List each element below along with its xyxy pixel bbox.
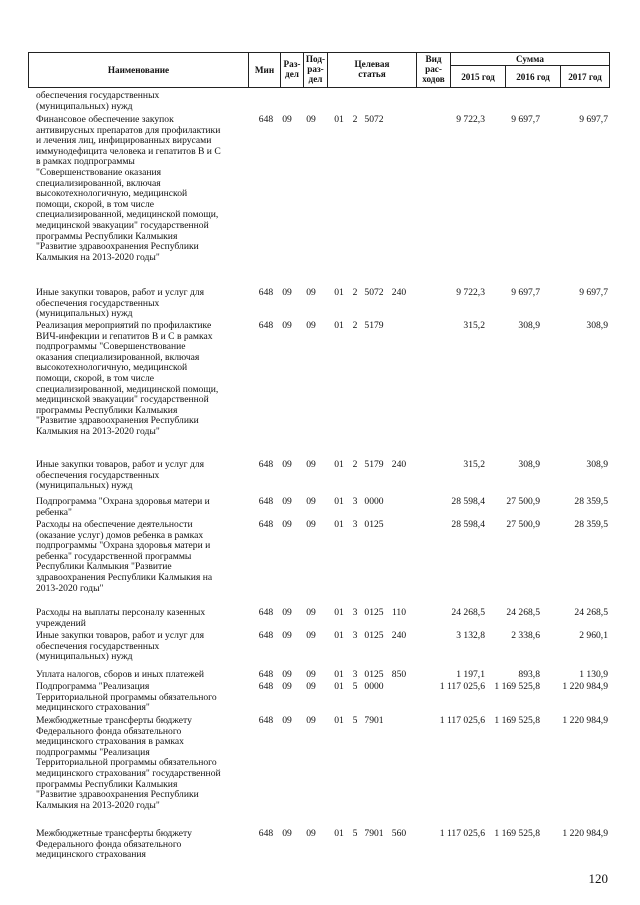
cell-y2015: 1 117 025,6	[439, 828, 485, 839]
cell-pr: 09	[306, 607, 316, 618]
cell-y2017: 308,9	[586, 320, 608, 331]
table-header	[28, 52, 610, 88]
cell-vr: 240	[391, 459, 407, 470]
row-name: Подпрограмма "Охрана здоровья матери и ребенка"	[36, 496, 210, 518]
cell-rz: 09	[282, 114, 292, 125]
cell-min: 648	[258, 496, 274, 507]
cell-cs2: 5	[352, 828, 358, 839]
cell-y2017: 28 359,5	[574, 519, 608, 530]
cell-rz: 09	[282, 459, 292, 470]
cell-pr: 09	[306, 459, 316, 470]
cell-y2017: 24 268,5	[574, 607, 608, 618]
row-name: Межбюджетные трансферты бюджету Федерального фонда обязательного медицинского страхования в рамках подпрограммы "Реализация Территориальной программы обязательного медицинского страхования" государственной программы Республики Калмыкия "Развитие здравоохранения Республики Калмыкия на 2013-2020 годы"	[36, 715, 221, 811]
cell-cs3: 5072	[364, 114, 384, 125]
cell-pr: 09	[306, 320, 316, 331]
cell-y2017: 1 220 984,9	[562, 715, 608, 726]
cell-min: 648	[258, 320, 274, 331]
cell-min: 648	[258, 669, 274, 680]
cell-y2016: 27 500,9	[506, 519, 540, 530]
cell-pr: 09	[306, 715, 316, 726]
cell-rz: 09	[282, 607, 292, 618]
header-podrazdel-line2: раз-	[307, 64, 324, 74]
cell-y2016: 308,9	[518, 320, 540, 331]
cell-y2015: 315,2	[463, 320, 485, 331]
cell-cs2: 2	[352, 114, 358, 125]
cell-pr: 09	[306, 669, 316, 680]
cell-y2016: 1 169 525,8	[494, 681, 540, 692]
row-name: Расходы на обеспечение деятельности (оказание услуг) домов ребенка в рамках подпрограммы "Охрана здоровья матери и ребенка" государственной программы Республики Калмыкия "Развитие здравоохранения Республики Калмыкия на 2013-2020 годы"	[36, 519, 213, 594]
cell-min: 648	[258, 681, 274, 692]
cell-pr: 09	[306, 496, 316, 507]
cell-cs2: 2	[352, 320, 358, 331]
cell-min: 648	[258, 607, 274, 618]
header-cel-line2: статья	[358, 69, 386, 79]
cell-pr: 09	[306, 630, 316, 641]
cell-y2016: 24 268,5	[506, 607, 540, 618]
header-razdel-line2: дел	[285, 69, 299, 79]
cell-y2017: 1 130,9	[579, 669, 608, 680]
cell-cs2: 2	[352, 459, 358, 470]
cell-cs1: 01	[334, 828, 344, 839]
cell-cs3: 0125	[364, 607, 384, 618]
row-name: Уплата налогов, сборов и иных платежей	[36, 669, 205, 680]
header-podrazdel-line3: дел	[308, 74, 323, 84]
cell-cs2: 3	[352, 607, 358, 618]
cell-rz: 09	[282, 496, 292, 507]
cell-y2017: 1 220 984,9	[562, 828, 608, 839]
header-2017-label: 2017 год	[568, 72, 602, 82]
cell-y2015: 3 132,8	[456, 630, 485, 641]
cell-cs1: 01	[334, 459, 344, 470]
cell-y2016: 9 697,7	[511, 287, 540, 298]
row-name: Расходы на выплаты персоналу казенных учреждений	[36, 607, 206, 629]
cell-y2015: 24 268,5	[451, 607, 485, 618]
cell-rz: 09	[282, 287, 292, 298]
cell-cs2: 5	[352, 715, 358, 726]
cell-min: 648	[258, 459, 274, 470]
cell-y2016: 1 169 525,8	[494, 715, 540, 726]
cell-cs1: 01	[334, 320, 344, 331]
row-name: Подпрограмма "Реализация Территориальной программы обязательного медицинского страхования"	[36, 681, 217, 714]
cell-y2015: 1 117 025,6	[439, 681, 485, 692]
cell-cs1: 01	[334, 287, 344, 298]
row-name: Финансовое обеспечение закупок антивирусных препаратов для профилактики и лечения лиц, инфицированных вирусами иммунодефицита человека и гепатитов В и С в рамках подпрограммы "Совершенствование оказания специализированной, включая высокотехнологичную, медицинской помощи, скорой, в том числе специализированной, медицинской помощи, медицинской эвакуации" государственной программы Республики Калмыкия "Развитие здравоохранения Республики Калмыкия на 2013-2020 годы"	[36, 114, 221, 263]
cell-vr: 110	[391, 607, 407, 618]
cell-y2017: 9 697,7	[579, 114, 608, 125]
cell-min: 648	[258, 287, 274, 298]
cell-rz: 09	[282, 320, 292, 331]
cell-cs2: 3	[352, 496, 358, 507]
cell-rz: 09	[282, 828, 292, 839]
cell-rz: 09	[282, 519, 292, 530]
cell-y2016: 2 338,6	[511, 630, 540, 641]
cell-cs2: 3	[352, 519, 358, 530]
cell-y2015: 28 598,4	[451, 496, 485, 507]
cell-rz: 09	[282, 630, 292, 641]
cell-cs2: 3	[352, 630, 358, 641]
cell-cs3: 0125	[364, 630, 384, 641]
header-2016-label: 2016 год	[516, 72, 550, 82]
cell-pr: 09	[306, 681, 316, 692]
cell-rz: 09	[282, 681, 292, 692]
header-razdel-line1: Раз-	[283, 59, 301, 69]
cell-cs3: 0125	[364, 669, 384, 680]
cell-y2017: 1 220 984,9	[562, 681, 608, 692]
cell-y2015: 315,2	[463, 459, 485, 470]
cell-y2015: 28 598,4	[451, 519, 485, 530]
cell-cs3: 5072	[364, 287, 384, 298]
cell-y2015: 1 117 025,6	[439, 715, 485, 726]
cell-cs1: 01	[334, 519, 344, 530]
cell-pr: 09	[306, 519, 316, 530]
cell-cs3: 5179	[364, 320, 384, 331]
cell-min: 648	[258, 828, 274, 839]
cell-cs1: 01	[334, 607, 344, 618]
cell-y2015: 9 722,3	[456, 114, 485, 125]
cell-rz: 09	[282, 669, 292, 680]
cell-y2015: 9 722,3	[456, 287, 485, 298]
cell-y2017: 308,9	[586, 459, 608, 470]
row-name: Иные закупки товаров, работ и услуг для обеспечения государственных (муниципальных) нужд	[36, 630, 205, 663]
cell-y2016: 893,8	[518, 669, 540, 680]
cell-y2016: 27 500,9	[506, 496, 540, 507]
cell-pr: 09	[306, 828, 316, 839]
row-name: Иные закупки товаров, работ и услуг для обеспечения государственных (муниципальных) нужд	[36, 287, 205, 320]
cell-cs3: 5179	[364, 459, 384, 470]
cell-vr: 560	[391, 828, 407, 839]
header-vid-line3: ходов	[422, 74, 445, 84]
cell-min: 648	[258, 630, 274, 641]
cell-y2016: 1 169 525,8	[494, 828, 540, 839]
cell-y2015: 1 197,1	[456, 669, 485, 680]
cell-cs3: 0000	[364, 681, 384, 692]
cell-cs1: 01	[334, 715, 344, 726]
header-podrazdel-line1: Под-	[305, 54, 326, 64]
cell-y2017: 2 960,1	[579, 630, 608, 641]
cell-pr: 09	[306, 287, 316, 298]
cell-min: 648	[258, 715, 274, 726]
cell-cs3: 7901	[364, 715, 384, 726]
header-cel-line1: Целевая	[354, 59, 390, 69]
cell-min: 648	[258, 114, 274, 125]
cell-cs3: 0000	[364, 496, 384, 507]
cell-cs2: 3	[352, 669, 358, 680]
cell-vr: 240	[391, 630, 407, 641]
cell-cs1: 01	[334, 630, 344, 641]
cell-vr: 240	[391, 287, 407, 298]
header-2015-label: 2015 год	[461, 72, 495, 82]
cell-y2017: 9 697,7	[579, 287, 608, 298]
cell-y2016: 9 697,7	[511, 114, 540, 125]
row-name: Реализация мероприятий по профилактике ВИЧ-инфекции и гепатитов В и С в рамках подпрограммы "Совершенствование оказания специализированной, включая высокотехнологичную, медицинской помощи, скорой, в том числе специализированной, медицинской помощи, медицинской эвакуации" государственной программы Республики Калмыкия "Развитие здравоохранения Республики Калмыкия на 2013-2020 годы"	[36, 320, 219, 437]
header-razdel-label	[280, 59, 304, 79]
row-name: обеспечения государственных (муниципальных) нужд	[36, 90, 160, 112]
cell-rz: 09	[282, 715, 292, 726]
cell-y2016: 308,9	[518, 459, 540, 470]
cell-pr: 09	[306, 114, 316, 125]
cell-y2017: 28 359,5	[574, 496, 608, 507]
cell-cs3: 0125	[364, 519, 384, 530]
cell-cs1: 01	[334, 669, 344, 680]
cell-vr: 850	[391, 669, 407, 680]
cell-cs3: 7901	[364, 828, 384, 839]
header-cel-label	[327, 59, 417, 79]
page-number: 120	[588, 871, 608, 886]
header-podrazdel-label	[303, 54, 328, 84]
cell-min: 648	[258, 519, 274, 530]
header-vid-line2: рас-	[425, 64, 442, 74]
cell-cs2: 2	[352, 287, 358, 298]
header-min-label: Мин	[254, 65, 275, 75]
header-vid-line1: Вид	[425, 54, 442, 64]
cell-cs2: 5	[352, 681, 358, 692]
header-name-label: Наименование	[107, 65, 170, 75]
row-name: Иные закупки товаров, работ и услуг для обеспечения государственных (муниципальных) нужд	[36, 459, 205, 492]
cell-cs1: 01	[334, 681, 344, 692]
row-name: Межбюджетные трансферты бюджету Федерального фонда обязательного медицинского страхования	[36, 828, 192, 861]
header-vid-label	[416, 54, 451, 84]
cell-cs1: 01	[334, 496, 344, 507]
cell-cs1: 01	[334, 114, 344, 125]
header-summa-label: Сумма	[516, 54, 544, 64]
